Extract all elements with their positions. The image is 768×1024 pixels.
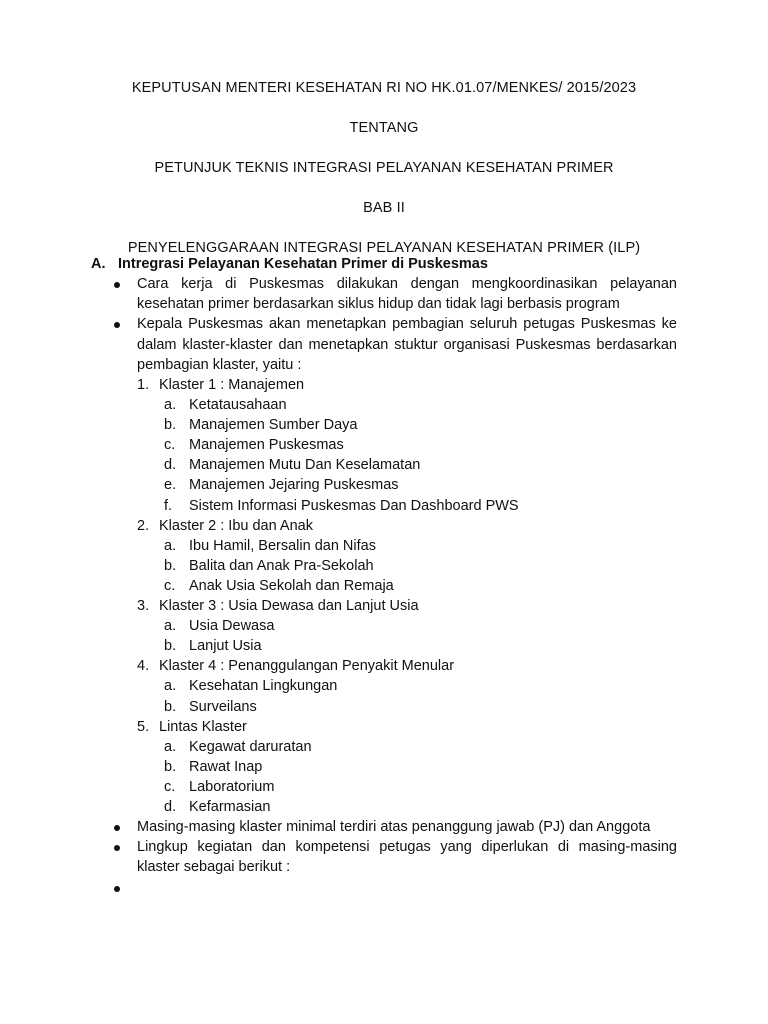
- klaster-item: [137, 596, 691, 656]
- bullet-text: Kepala Puskesmas akan menetapkan pembagian seluruh petugas Puskesmas ke dalam klaster-klaster dan menetapkan stuktur organisasi Puskesmas berdasarkan pembagian klaster, yaitu :: [137, 316, 677, 373]
- klaster-item: [137, 375, 691, 516]
- bullet-icon: [114, 886, 120, 892]
- sub-item: [159, 395, 691, 415]
- klaster-item: [137, 516, 691, 596]
- chapter-label: BAB II: [363, 200, 405, 216]
- sub-item: [159, 415, 691, 435]
- sub-text: Manajemen Jejaring Puskesmas: [189, 477, 399, 494]
- klaster-sub-list: [159, 395, 691, 516]
- section-title-text: Intregrasi Pelayanan Kesehatan Primer di Puskesmas: [118, 256, 488, 272]
- sub-letter: d.: [164, 457, 177, 474]
- sub-text: Kegawat daruratan: [189, 738, 312, 755]
- sub-text: Ketatausahaan: [189, 397, 287, 414]
- klaster-label: Klaster 2 : Ibu dan Anak: [159, 517, 313, 534]
- klaster-number: 2.: [137, 517, 150, 534]
- sub-text: Usia Dewasa: [189, 618, 275, 635]
- bullet-item: [91, 314, 691, 817]
- klaster-label: Lintas Klaster: [159, 718, 247, 735]
- sub-letter: c.: [164, 577, 176, 594]
- sub-letter: b.: [164, 417, 177, 434]
- sub-letter: d.: [164, 798, 177, 815]
- sub-letter: b.: [164, 638, 177, 655]
- klaster-number: 5.: [137, 718, 150, 735]
- klaster-sub-list: [159, 536, 691, 596]
- sub-letter: a.: [164, 618, 177, 635]
- bullet-item: [91, 274, 691, 314]
- bullet-item: [91, 837, 691, 877]
- klaster-label: Klaster 1 : Manajemen: [159, 377, 305, 394]
- sub-item: [159, 797, 691, 817]
- bullet-text: Cara kerja di Puskesmas dilakukan dengan mengkoordinasikan pelayanan kesehatan primer berdasarkan siklus hidup dan tidak lagi berbasis program: [137, 276, 677, 313]
- sub-item: [159, 636, 691, 656]
- sub-text: Sistem Informasi Puskesmas Dan Dashboard PWS: [189, 497, 519, 514]
- sub-item: [159, 697, 691, 717]
- sub-letter: a.: [164, 738, 177, 755]
- section-a: [91, 254, 691, 898]
- chapter-title: PENYELENGGARAAN INTEGRASI PELAYANAN KESEHATAN PRIMER (ILP): [127, 240, 641, 256]
- section-heading: [91, 254, 691, 274]
- klaster-sub-list: [159, 737, 691, 817]
- decree-title: KEPUTUSAN MENTERI KESEHATAN RI NO HK.01.07/MENKES/ 2015/2023: [131, 80, 637, 96]
- sub-letter: a.: [164, 678, 177, 695]
- sub-text: Manajemen Sumber Daya: [189, 417, 358, 434]
- bullet-text: Lingkup kegiatan dan kompetensi petugas yang diperlukan di masing-masing klaster sebagai berikut :: [137, 839, 677, 876]
- sub-item: [159, 576, 691, 596]
- sub-item: [159, 676, 691, 696]
- klaster-label: Klaster 4 : Penanggulangan Penyakit Menular: [159, 658, 455, 675]
- sub-letter: f.: [164, 497, 173, 514]
- sub-item: [159, 475, 691, 495]
- sub-item: [159, 536, 691, 556]
- sub-letter: e.: [164, 477, 177, 494]
- sub-text: Laboratorium: [189, 778, 275, 795]
- bullet-icon: [114, 322, 120, 328]
- sub-letter: b.: [164, 698, 177, 715]
- klaster-sub-list: [159, 676, 691, 716]
- sub-text: Manajemen Puskesmas: [189, 437, 344, 454]
- sub-text: Kefarmasian: [189, 798, 271, 815]
- sub-item: [159, 556, 691, 576]
- sub-text: Manajemen Mutu Dan Keselamatan: [189, 457, 421, 474]
- sub-letter: a.: [164, 537, 177, 554]
- bullet-text: [137, 878, 677, 898]
- bullet-icon: [114, 282, 120, 288]
- klaster-item: [137, 656, 691, 716]
- sub-letter: c.: [164, 437, 176, 454]
- about-label: TENTANG: [349, 120, 419, 136]
- klaster-number: 1.: [137, 377, 150, 394]
- bullet-item: [91, 817, 691, 837]
- bullet-list: [91, 274, 691, 898]
- bullet-icon: [114, 845, 120, 851]
- sub-item: [159, 496, 691, 516]
- sub-letter: b.: [164, 557, 177, 574]
- sub-text: Surveilans: [189, 698, 257, 715]
- klaster-sub-list: [159, 616, 691, 656]
- sub-text: Anak Usia Sekolah dan Remaja: [189, 577, 394, 594]
- klaster-list: [137, 375, 691, 817]
- sub-item: [159, 435, 691, 455]
- sub-letter: c.: [164, 778, 176, 795]
- sub-text: Balita dan Anak Pra-Sekolah: [189, 557, 374, 574]
- klaster-item: [137, 717, 691, 817]
- sub-letter: b.: [164, 758, 177, 775]
- bullet-icon: [114, 825, 120, 831]
- sub-item: [159, 737, 691, 757]
- sub-item: [159, 757, 691, 777]
- guideline-title: PETUNJUK TEKNIS INTEGRASI PELAYANAN KESEHATAN PRIMER: [154, 160, 614, 176]
- klaster-label: Klaster 3 : Usia Dewasa dan Lanjut Usia: [159, 598, 419, 615]
- klaster-number: 4.: [137, 658, 150, 675]
- sub-text: Ibu Hamil, Bersalin dan Nifas: [189, 537, 376, 554]
- sub-text: Rawat Inap: [189, 758, 263, 775]
- sub-item: [159, 616, 691, 636]
- bullet-text: Masing-masing klaster minimal terdiri atas penanggung jawab (PJ) dan Anggota: [137, 819, 651, 836]
- sub-item: [159, 777, 691, 797]
- klaster-number: 3.: [137, 598, 150, 615]
- sub-text: Lanjut Usia: [189, 638, 262, 655]
- bullet-item-empty: [91, 878, 691, 898]
- sub-letter: a.: [164, 397, 177, 414]
- document-heading: [0, 78, 768, 278]
- section-letter: A.: [91, 256, 106, 272]
- sub-text: Kesehatan Lingkungan: [189, 678, 338, 695]
- sub-item: [159, 455, 691, 475]
